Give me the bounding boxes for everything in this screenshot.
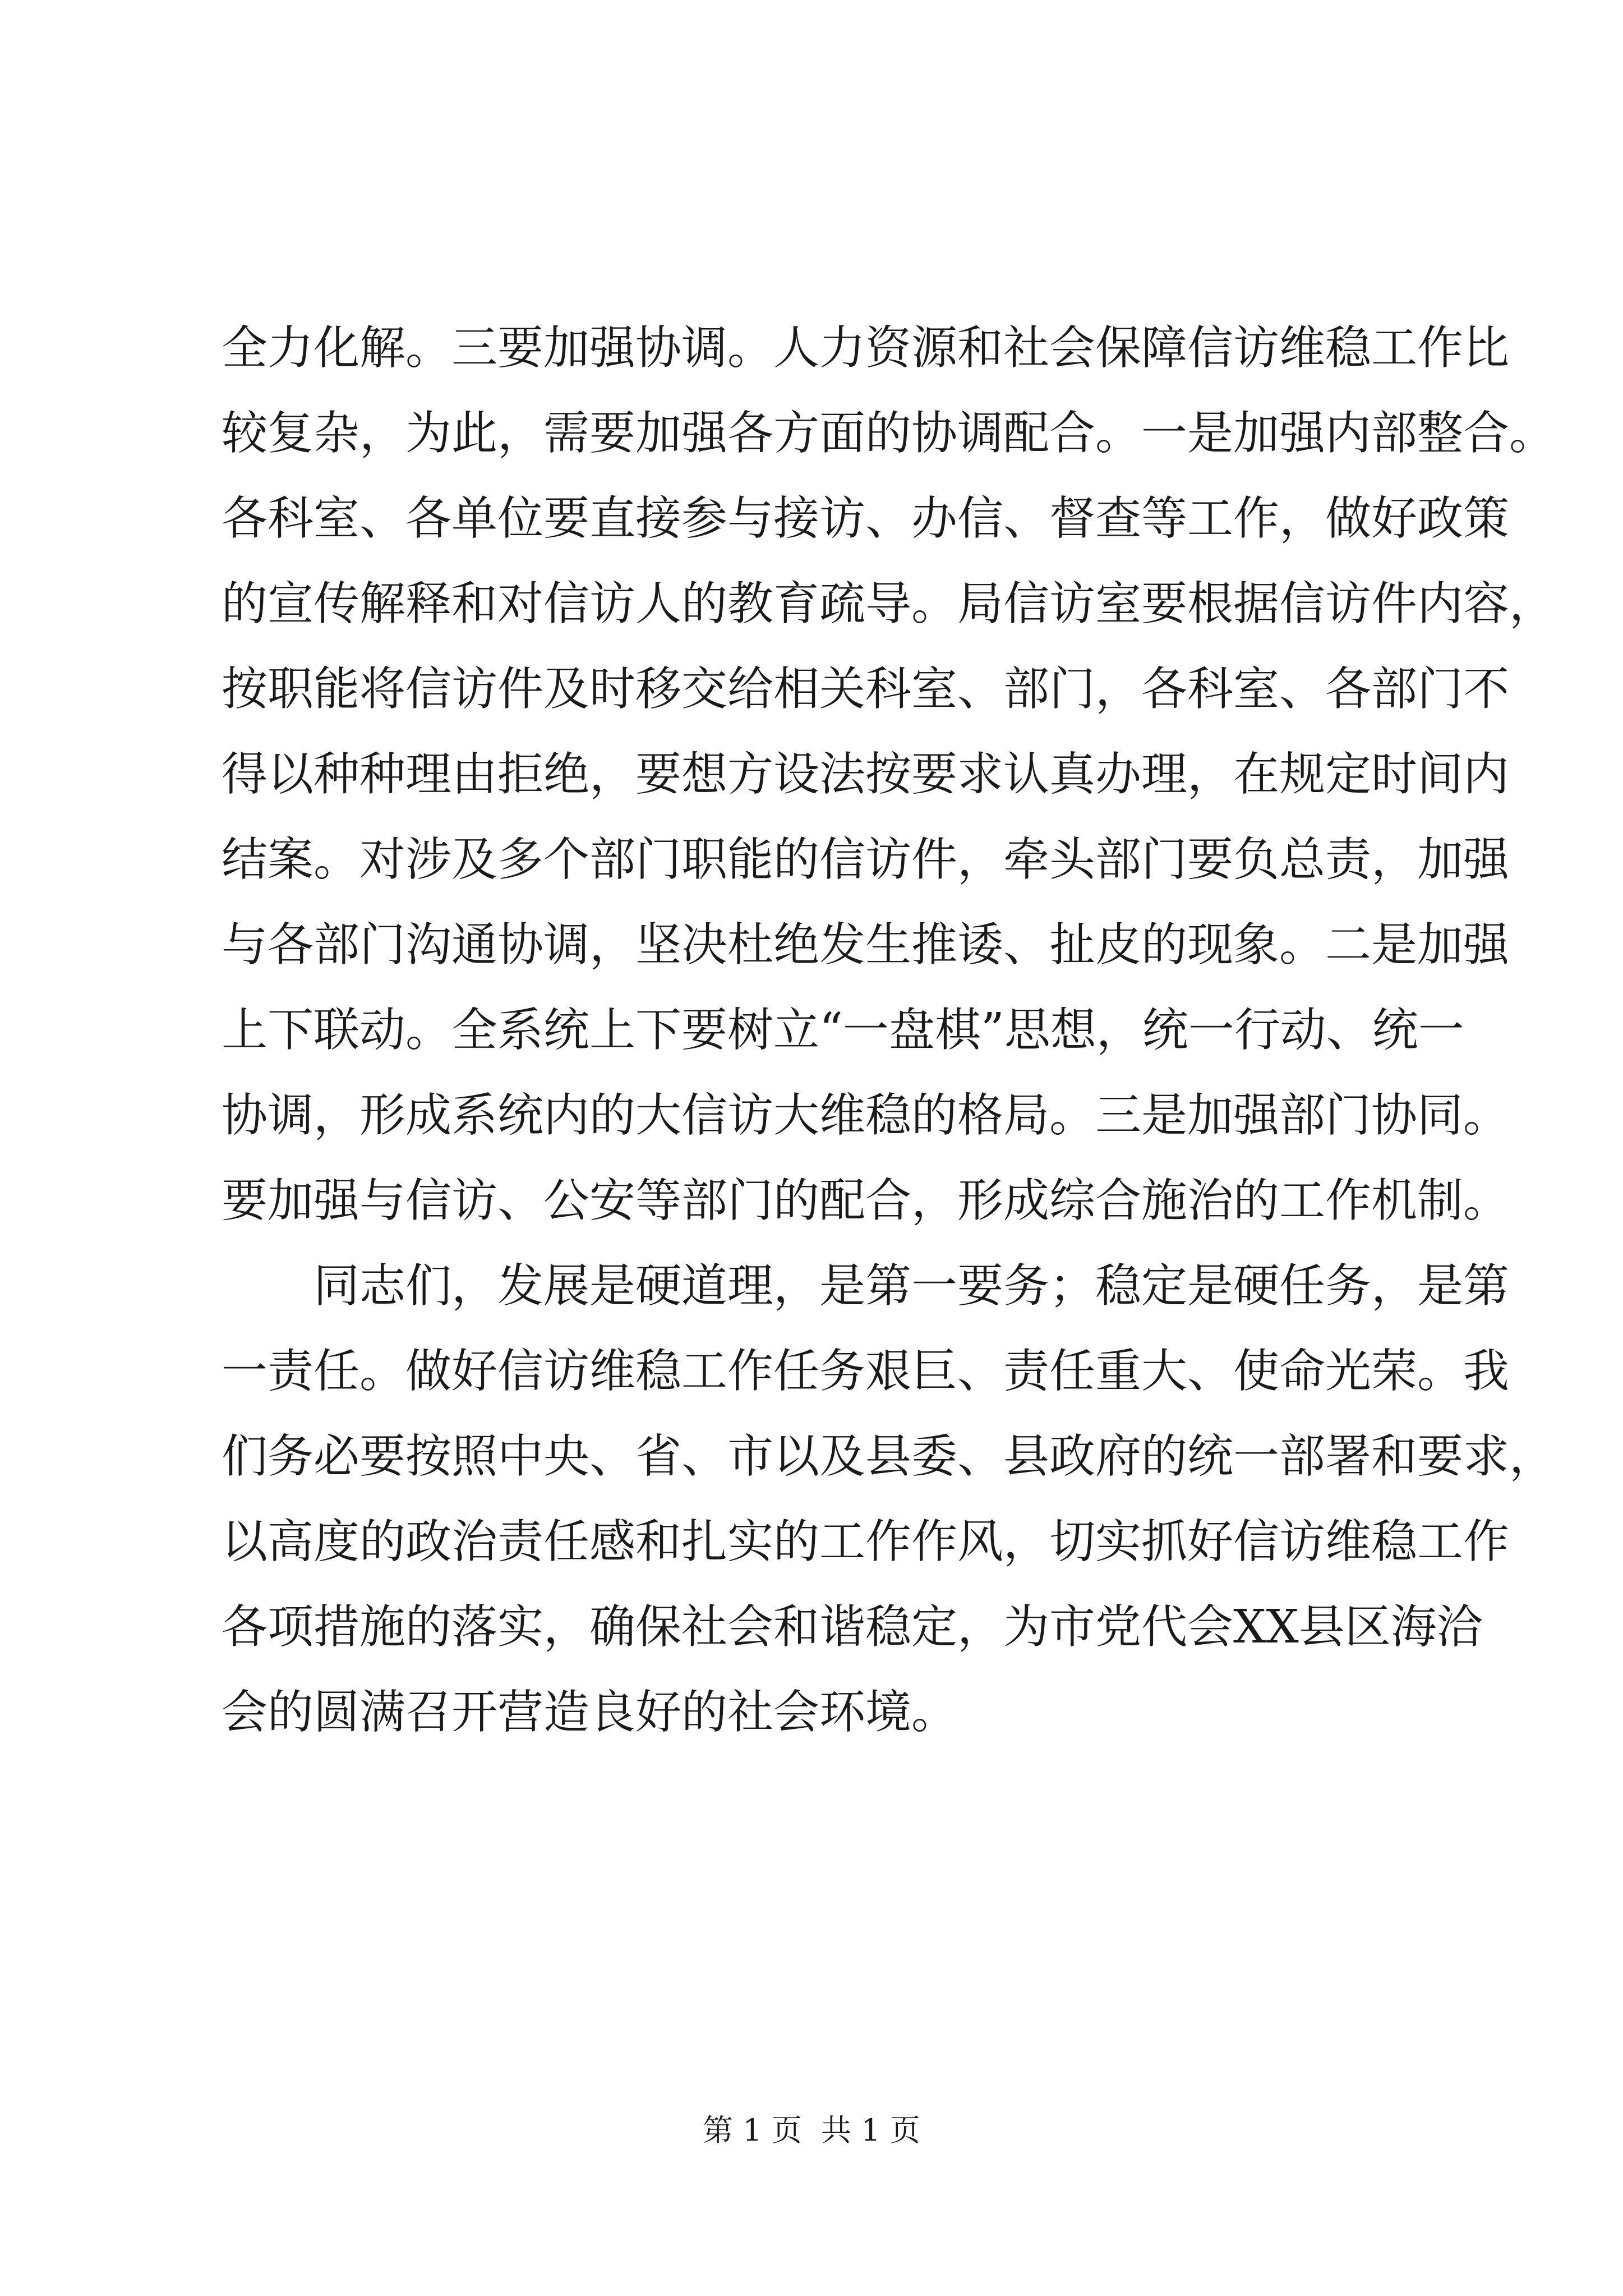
text-line: 各项措施的落实，确保社会和谐稳定，为市党代会XX县区海洽	[222, 1600, 1483, 1654]
text-line: 与各部门沟通协调，坚决杜绝发生推诿、扯皮的现象。二是加强	[222, 918, 1510, 972]
text-line: 结案。对涉及多个部门职能的信访件，牵头部门要负总责，加强	[222, 833, 1510, 886]
text-line: 们务必要按照中央、省、市以及县委、县政府的统一部署和要求，	[222, 1430, 1556, 1483]
page-number-footer: 第 1 页 共 1 页	[703, 2113, 920, 2148]
text-line: 以高度的政治责任感和扎实的工作作风，切实抓好信访维稳工作	[222, 1515, 1510, 1568]
text-line: 全力化解。三要加强协调。人力资源和社会保障信访维稳工作比	[222, 321, 1510, 375]
text-line: 上下联动。全系统上下要树立“一盘棋”思想，统一行动、统一	[222, 1004, 1464, 1057]
paragraph-start-line: 同志们，发展是硬道理，是第一要务；稳定是硬任务，是第	[313, 1259, 1510, 1313]
text-line: 的宣传解释和对信访人的教育疏导。局信访室要根据信访件内容，	[222, 577, 1556, 631]
text-line: 协调，形成系统内的大信访大维稳的格局。三是加强部门协同。	[222, 1089, 1510, 1142]
text-line: 一责任。做好信访维稳工作任务艰巨、责任重大、使命光荣。我	[222, 1345, 1510, 1398]
text-line: 各科室、各单位要直接参与接访、办信、督查等工作，做好政策	[222, 492, 1510, 545]
text-line: 按职能将信访件及时移交给相关科室、部门，各科室、各部门不	[222, 662, 1510, 716]
text-line: 较复杂，为此，需要加强各方面的协调配合。一是加强内部整合。	[222, 407, 1556, 460]
text-line: 得以种种理由拒绝，要想方设法按要求认真办理，在规定时间内	[222, 748, 1510, 801]
text-line: 要加强与信访、公安等部门的配合，形成综合施治的工作机制。	[222, 1174, 1510, 1227]
paragraph-end-line: 会的圆满召开营造良好的社会环境。	[222, 1686, 958, 1739]
body-text	[222, 306, 1556, 1755]
